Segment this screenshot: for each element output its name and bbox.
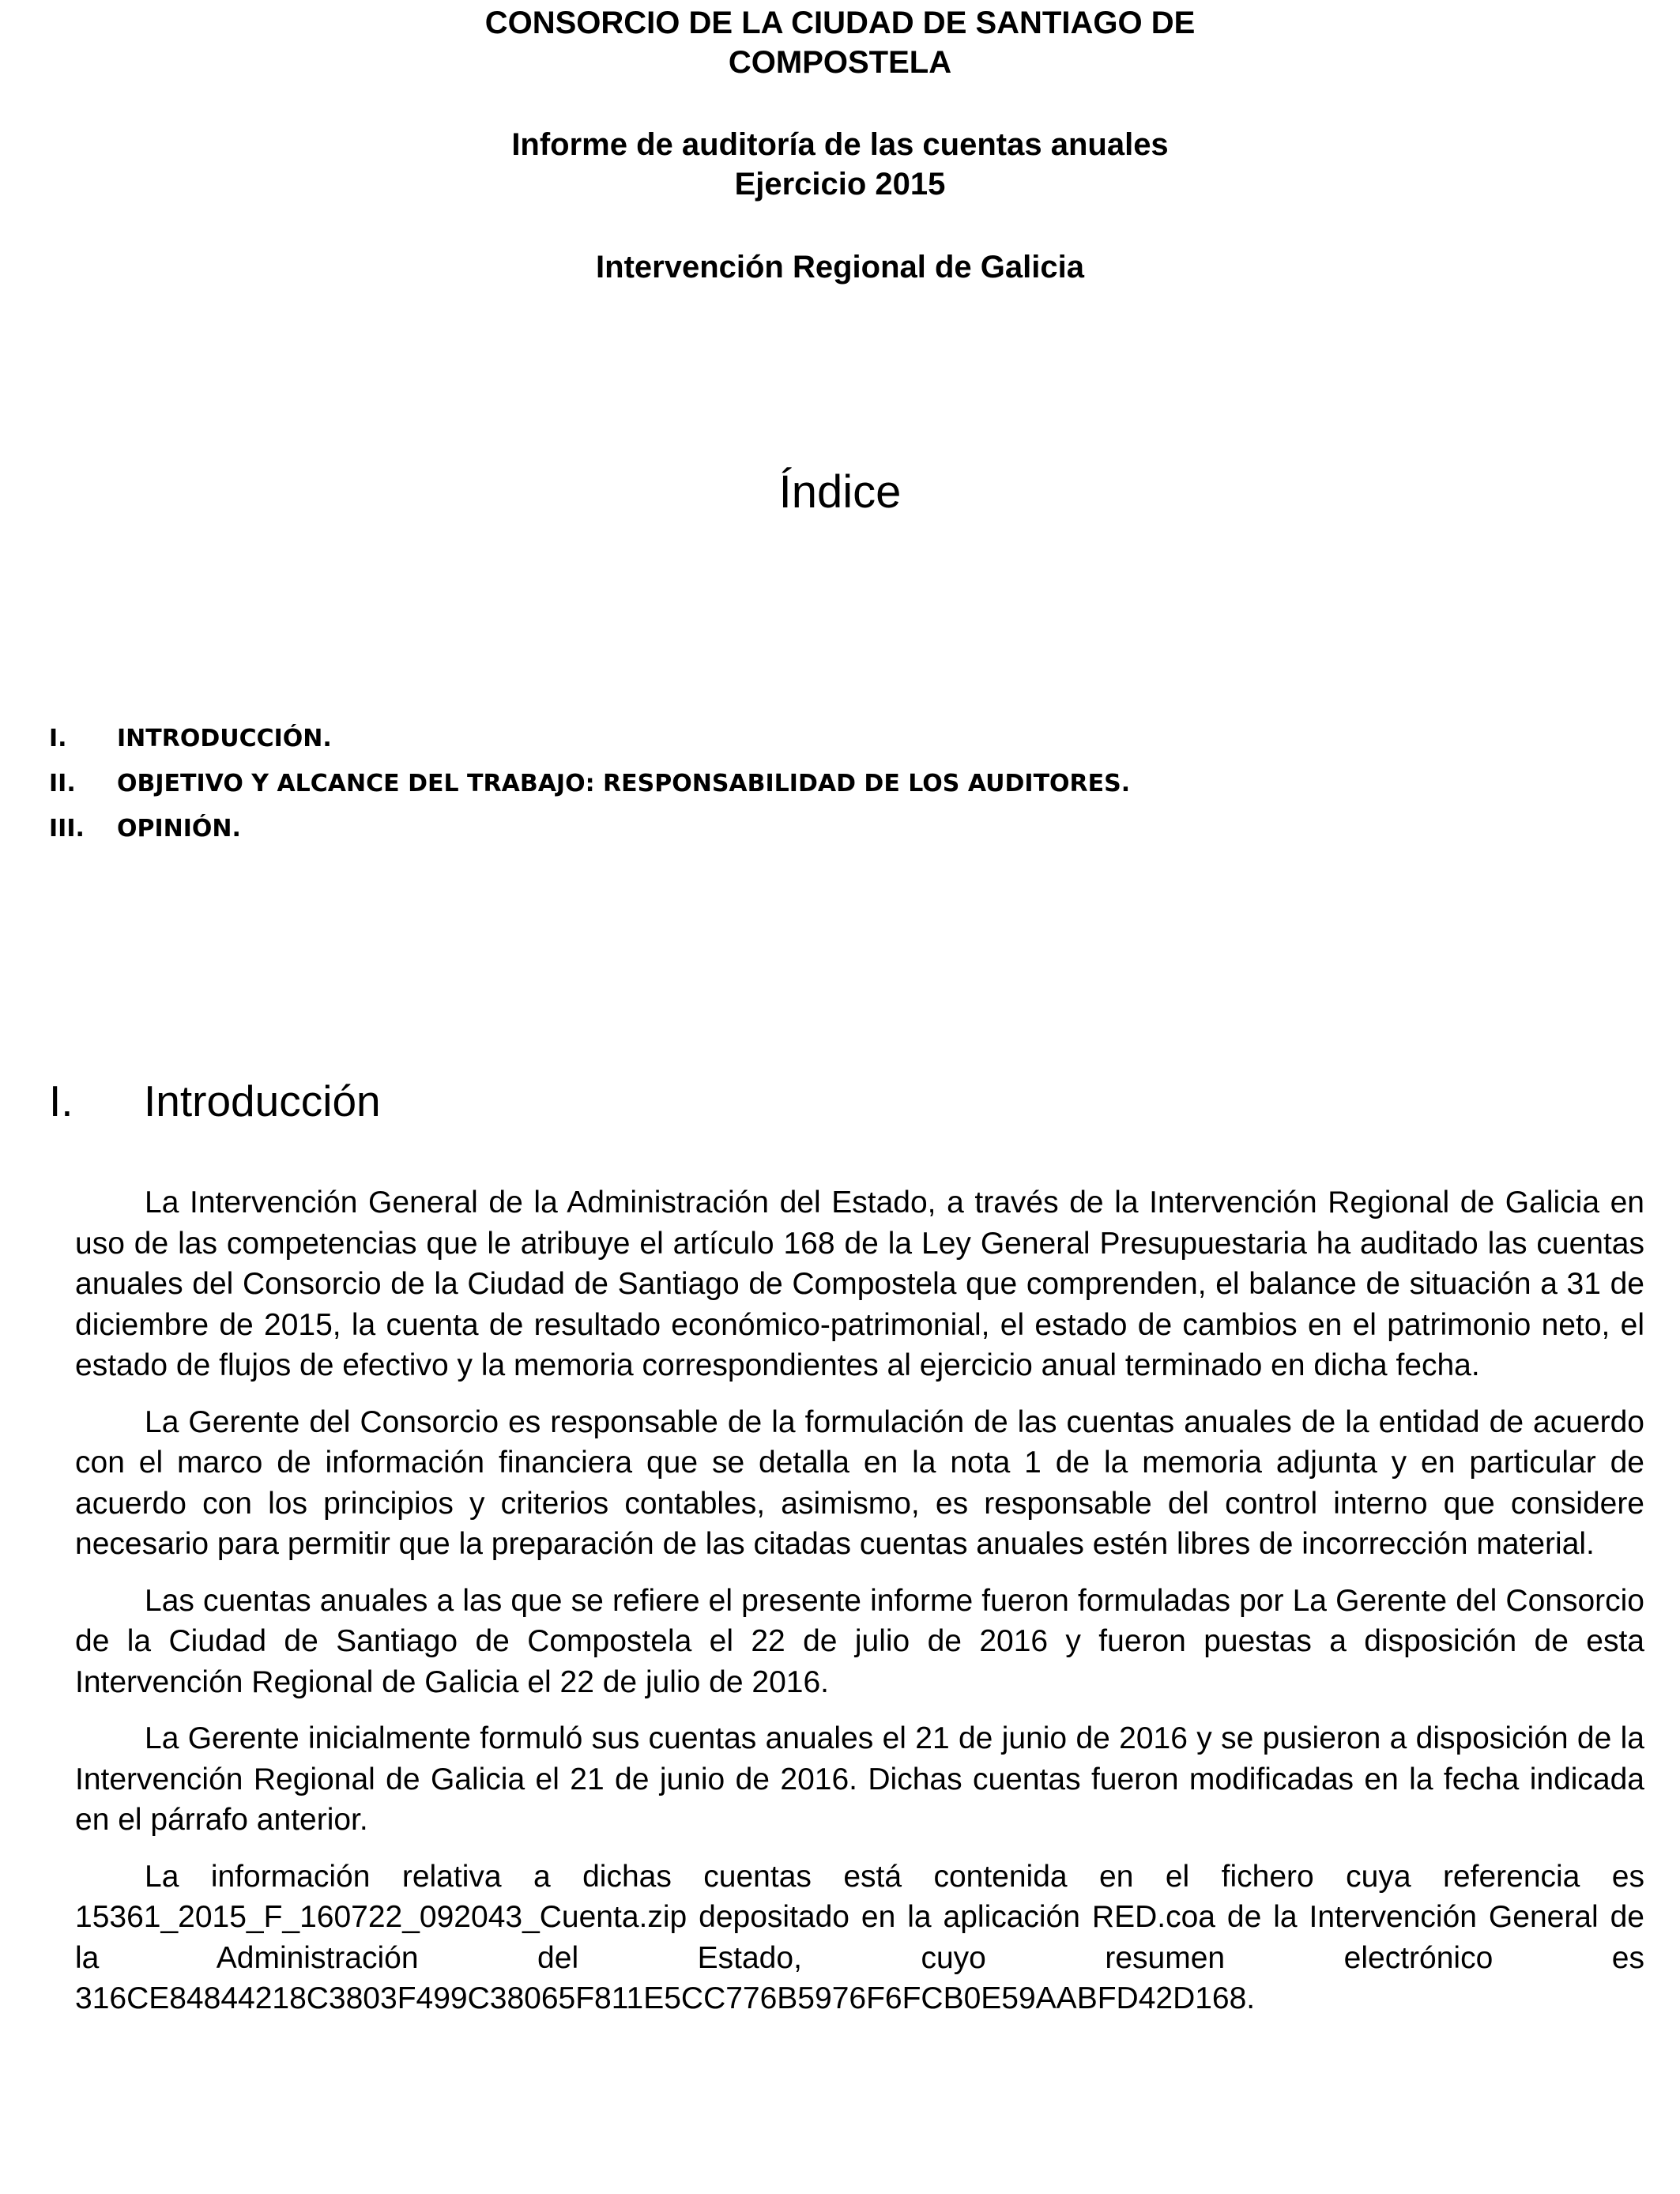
section-title: Introducción — [144, 1076, 381, 1125]
report-title-line1: Informe de auditoría de las cuentas anuales — [511, 127, 1169, 162]
toc-item[interactable] — [49, 761, 1550, 806]
org-name-line1: CONSORCIO DE LA CIUDAD DE SANTIAGO DE — [484, 6, 1196, 40]
toc-item-number: III. — [49, 815, 85, 843]
document-header — [0, 3, 1680, 82]
table-of-contents — [49, 716, 1550, 851]
toc-item-number: II. — [49, 770, 76, 797]
toc-item[interactable] — [49, 806, 1550, 851]
section-number: I. — [49, 1076, 73, 1125]
toc-item-label: OBJETIVO Y ALCANCE DEL TRABAJO: RESPONSABILIDAD DE LOS AUDITORES. — [117, 770, 1131, 797]
paragraph: Las cuentas anuales a las que se refiere el presente informe fueron formuladas por La Gerente del Consorcio de la Ciudad de Santiago de Compostela el 22 de julio de 2016 y fueron puestas a disposición de esta Intervención Regional de Galicia el 22 de julio de 2016. — [75, 1583, 1644, 1699]
section-body — [75, 1182, 1644, 2035]
org-name-line2: COMPOSTELA — [728, 45, 952, 80]
toc-item-label: OPINIÓN. — [117, 815, 241, 843]
toc-item[interactable] — [49, 716, 1550, 761]
report-issuer: Intervención Regional de Galicia — [596, 250, 1084, 285]
toc-item-label: INTRODUCCIÓN. — [117, 725, 332, 752]
toc-item-number: I. — [49, 725, 67, 752]
section-heading — [49, 1073, 381, 1129]
report-title — [0, 125, 1680, 204]
paragraph: La Intervención General de la Administración del Estado, a través de la Intervención Regional de Galicia en uso de las competencias que le atribuye el artículo 168 de la Ley General Presupuestaria ha auditado las cuentas anuales del Consorcio de la Ciudad de Santiago de Compostela que comprenden, el balance de situación a 31 de diciembre de 2015, la cuenta de resultado económico-patrimonial, el estado de cambios en el patrimonio neto, el estado de flujos de efectivo y la memoria correspondientes al ejercicio anual terminado en dicha fecha. — [75, 1186, 1644, 1382]
report-title-line2: Ejercicio 2015 — [734, 167, 946, 202]
index-heading: Índice — [778, 466, 902, 518]
paragraph: La información relativa a dichas cuentas está contenida en el fichero cuya referencia es 15361_2015_F_160722_092043_Cuenta.zip depositado en la aplicación RED.coa de la Intervención General de la Administración del Estado, cuyo resumen electrónico es 316CE84844218C3803F499C38065F811E5CC776B5976F6FCB0E59AABFD42D168. — [75, 1859, 1644, 2015]
paragraph: La Gerente inicialmente formuló sus cuentas anuales el 21 de junio de 2016 y se pusieron a disposición de la Intervención Regional de Galicia el 21 de junio de 2016. Dichas cuentas fueron modificadas en la fecha indicada en el párrafo anterior. — [75, 1721, 1644, 1837]
paragraph: La Gerente del Consorcio es responsable de la formulación de las cuentas anuales de la entidad de acuerdo con el marco de información financiera que se detalla en la nota 1 de la memoria adjunta y en particular de acuerdo con los principios y criterios contables, asimismo, es responsable del control interno que considere necesario para permitir que la preparación de las citadas cuentas anuales estén libres de incorrección material. — [75, 1404, 1644, 1561]
